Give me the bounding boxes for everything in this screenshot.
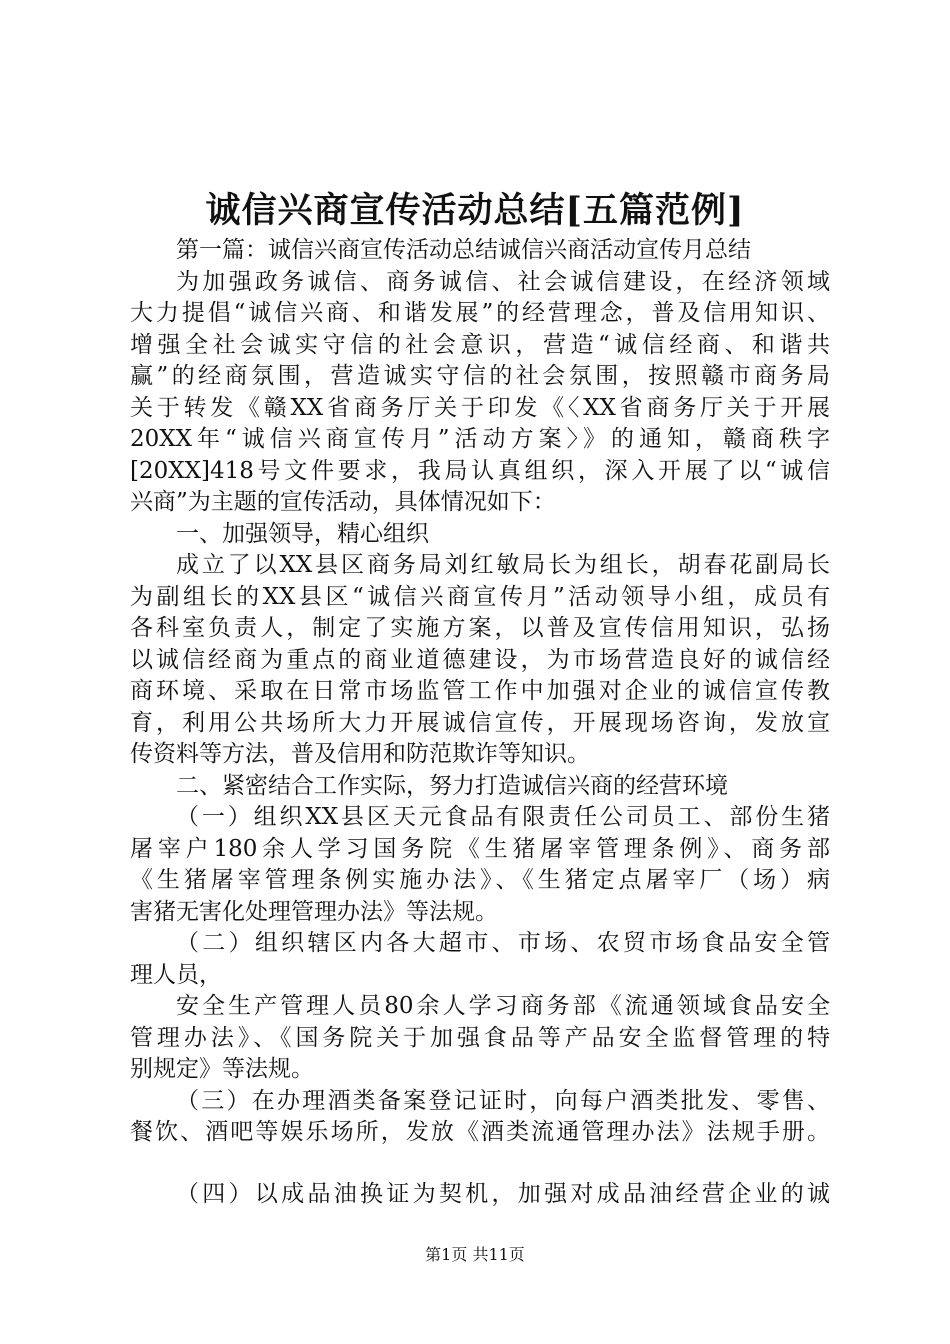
paragraph-line: 赢”的经商氛围，营造诚实守信的社会氛围，按照赣市商务局 [130,363,830,389]
section-heading-line: 二、紧密结合工作实际，努力打造诚信兴商的经营环境 [176,772,728,799]
paragraph-line: 别规定》等法规。 [130,1056,314,1082]
document-body [130,235,830,1210]
paragraph-line: 商环境、采取在日常市场监管工作中加强对企业的诚信宣传教 [130,678,830,704]
paragraph-line: 关于转发《赣XX省商务厅关于印发《〈XX省商务厅关于开展 [130,394,830,421]
paragraph-line: 大力提倡“诚信兴商、和谐发展”的经营理念，普及信用知识、 [130,300,830,326]
paragraph-line: 育，利用公共场所大力开展诚信宣传，开展现场咨询，发放宣 [130,709,830,736]
paragraph-line: 安全生产管理人员80余人学习商务部《流通领域食品安全 [176,993,830,1019]
paragraph-line: 《生猪屠宰管理条例实施办法》、《生猪定点屠宰厂（场）病 [130,867,830,893]
section-heading-line: 第一篇：诚信兴商宣传活动总结诚信兴商活动宣传月总结 [176,237,751,263]
paragraph-line: （一）组织XX县区天元食品有限责任公司员工、部份生猪 [176,804,830,830]
paragraph-line: 各科室负责人，制定了实施方案，以普及宣传信用知识，弘扬 [130,615,830,641]
paragraph-line: 以诚信经商为重点的商业道德建设，为市场营造良好的诚信经 [130,646,830,673]
paragraph-line: 屠宰户180余人学习国务院《生猪屠宰管理条例》、商务部 [130,835,830,862]
paragraph-line: 理人员， [130,961,222,988]
paragraph-line: （三）在办理酒类备案登记证时，向每户酒类批发、零售、 [176,1087,830,1114]
paragraph-line: （四）以成品油换证为契机，加强对成品油经营企业的诚 [176,1180,830,1207]
paragraph-gap [130,1149,830,1179]
paragraph-line: 害猪无害化处理管理办法》等法规。 [130,898,498,925]
paragraph-line: （二）组织辖区内各大超市、市场、农贸市场食品安全管 [176,930,830,956]
paragraph-line: 为副组长的XX县区“诚信兴商宣传月”活动领导小组，成员有 [130,583,830,610]
paragraph-line: 兴商”为主题的宣传活动，具体情况如下： [130,489,556,515]
paragraph-line: 传资料等方法，普及信用和防范欺诈等知识。 [130,741,590,767]
paragraph-line: 餐饮、酒吧等娱乐场所，发放《酒类流通管理办法》法规手册。 [130,1119,830,1145]
paragraph-line: 管理办法》、《国务院关于加强食品等产品安全监督管理的特 [130,1024,830,1051]
paragraph-line: 20XX年“诚信兴商宣传月”活动方案〉》的通知，赣商秩字 [130,426,830,452]
document-title: 诚信兴商宣传活动总结[五篇范例] [205,190,745,231]
paragraph-line: [20XX]418号文件要求，我局认真组织，深入开展了以“诚信 [130,457,830,484]
paragraph-line: 为加强政务诚信、商务诚信、社会诚信建设，在经济领域 [176,268,830,295]
section-heading-line: 一、加强领导，精心组织 [176,520,429,547]
paragraph-line: 成立了以XX县区商务局刘红敏局长为组长，胡春花副局长 [176,552,830,578]
page-number-footer: 第1页 共11页 [425,1245,525,1264]
paragraph-line: 增强全社会诚实守信的社会意识，营造“诚信经商、和谐共 [130,331,830,358]
